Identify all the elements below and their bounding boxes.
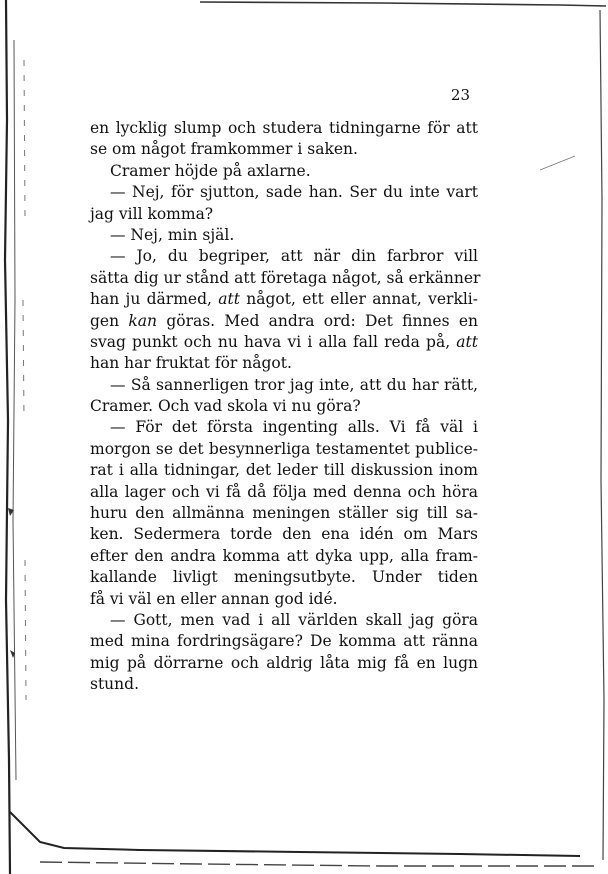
text-line: huru den allmänna meningen ställer sig till sa- — [90, 504, 478, 523]
text-segment: gen — [90, 311, 129, 330]
text-line: — Jo, du begriper, att när din farbror vill — [110, 247, 478, 266]
text-line: stund. — [90, 675, 139, 694]
text-line: — För det första ingenting alls. Vi få väl i — [110, 418, 478, 437]
body-text — [90, 118, 481, 696]
text-line: sätta dig ur stånd att företaga något, så erkänner — [90, 268, 481, 287]
text-line: en lycklig slump och studera tidningarne för att — [90, 119, 478, 137]
emphasized-word: att — [218, 290, 240, 309]
text-line: — Nej, min själ. — [110, 225, 235, 244]
text-line: kallande livligt meningsutbyte. Under tiden — [90, 568, 478, 587]
text-line: morgon se det besynnerliga testamentet publice- — [90, 439, 478, 458]
text-line: få vi väl en eller annan god idé. — [90, 589, 338, 608]
text-line: — Nej, för sjutton, sade han. Ser du inte vart — [110, 183, 478, 202]
text-line — [90, 311, 478, 332]
text-line: — Så sannerligen tror jag inte, att du har rätt, — [110, 375, 478, 394]
text-line: rat i alla tidningar, det leder till diskussion inom — [90, 461, 478, 480]
text-line: jag vill komma? — [90, 204, 214, 223]
text-line — [90, 289, 478, 310]
text-line: Cramer. Och vad skola vi nu göra? — [90, 397, 361, 416]
text-line: se om något framkommer i saken. — [90, 140, 358, 159]
text-line — [90, 332, 478, 353]
text-line: — Gott, men vad i all världen skall jag göra — [110, 610, 478, 629]
text-line: mig på dörrarne och aldrig låta mig få en lugn — [90, 653, 478, 672]
emphasized-word: att — [456, 332, 478, 351]
emphasized-word: kan — [128, 311, 158, 330]
text-line: alla lager och vi få då följa med denna och höra — [90, 482, 478, 501]
text-line: med mina fordringsägare? De komma att ränna — [90, 632, 478, 651]
text-segment: något, ett eller annat, verkli- — [239, 290, 478, 309]
page-number: 23 — [450, 86, 470, 104]
text-segment: han ju därmed, — [90, 290, 219, 309]
text-line: Cramer höjde på axlarne. — [110, 161, 311, 180]
text-line: ken. Sedermera torde den ena idén om Mars — [90, 525, 478, 544]
text-segment: svag punkt och nu hava vi i alla fall reda på, — [90, 332, 457, 351]
text-segment: göras. Med andra ord: Det finnes en — [157, 311, 478, 330]
text-line: han har fruktat för något. — [90, 354, 292, 373]
text-line: efter den andra komma att dyka upp, alla fram- — [90, 546, 478, 565]
